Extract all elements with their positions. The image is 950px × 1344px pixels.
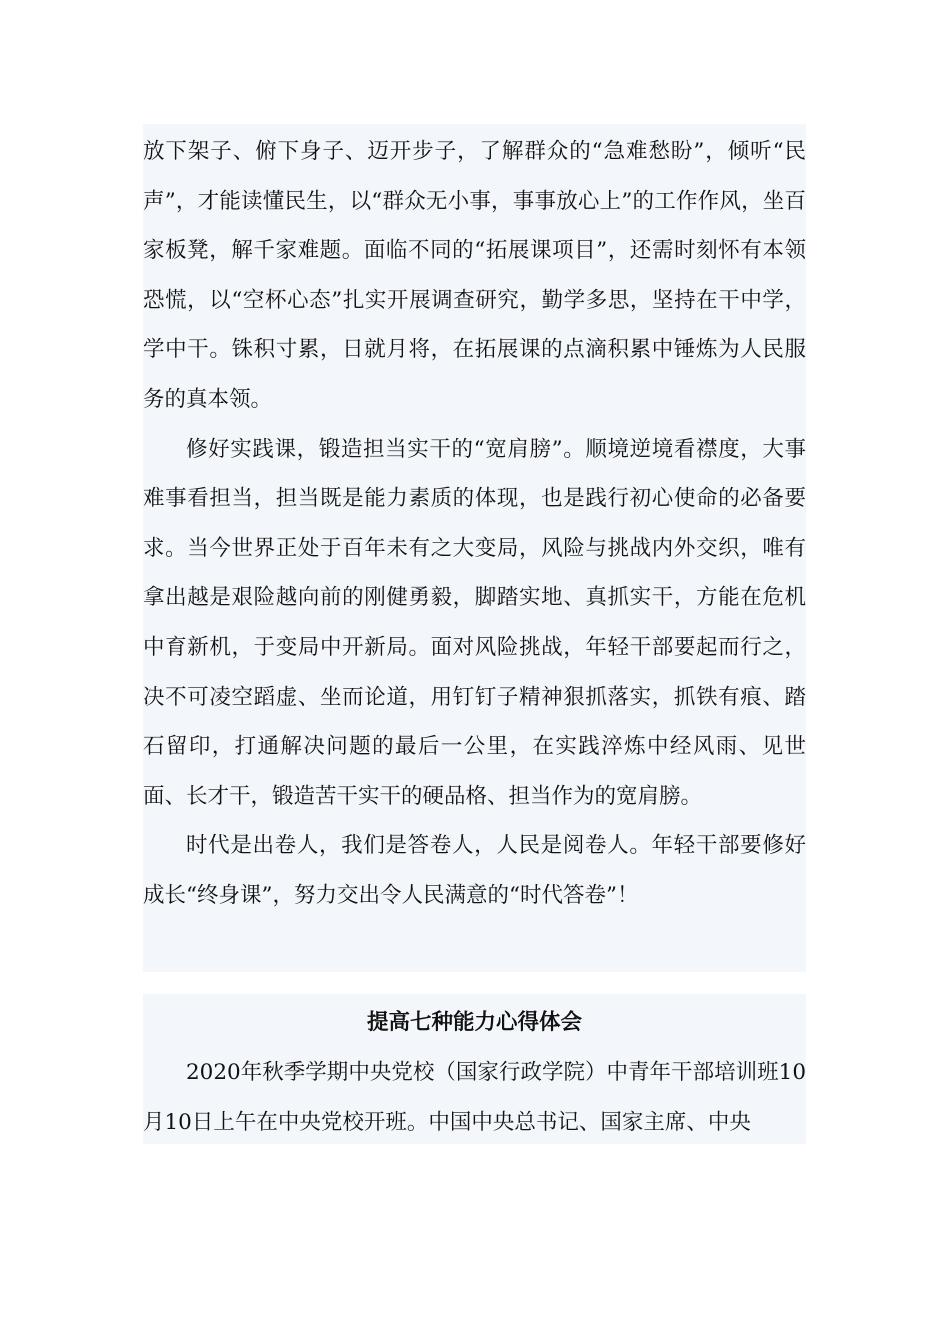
- paragraph-practice-course: 修好实践课，锻造担当实干的“宽肩膀”。顺境逆境看襟度，大事难事看担当，担当既是能力素质的体现，也是践行初心使命的必备要求。当今世界正处于百年未有之大变局，风险与挑战内外交织，唯有拿出越是艰险越向前的刚健勇毅，脚踏实地、真抓实干，方能在危机中育新机，于变局中开新局。面对风险挑战，年轻干部要起而行之，决不可凌空蹈虚、坐而论道，用钉钉子精神狠抓落实，抓铁有痕、踏石留印，打通解决问题的最后一公里，在实践淬炼中经风雨、见世面、长才干，锻造苦干实干的硬品格、担当作为的宽肩膀。: [143, 436, 806, 809]
- section-title: 提高七种能力心得体会: [366, 1010, 582, 1035]
- article-section-2: [143, 994, 806, 1144]
- paragraph-grassroots: 放下架子、俯下身子、迈开步子，了解群众的“急难愁盼”，倾听“民声”，才能读懂民生，以“群众无小事，事事放心上”的工作作风，坐百家板凳，解千家难题。面临不同的“拓展课项目”，还需时刻怀有本领恐慌，以“空杯心态”扎实开展调查研究，勤学多思，坚持在干中学，学中干。铢积寸累，日就月将，在拓展课的点滴积累中锤炼为人民服务的真本领。: [143, 139, 806, 412]
- article-section-1: [143, 124, 806, 972]
- paragraph-conclusion: 时代是出卷人，我们是答卷人，人民是阅卷人。年轻干部要修好成长“终身课”，努力交出令人民满意的“时代答卷”！: [143, 833, 806, 908]
- paragraph-intro: 2020年秋季学期中央党校（国家行政学院）中青年干部培训班10月10日上午在中央党校开班。中国中央总书记、国家主席、中央: [143, 1060, 806, 1135]
